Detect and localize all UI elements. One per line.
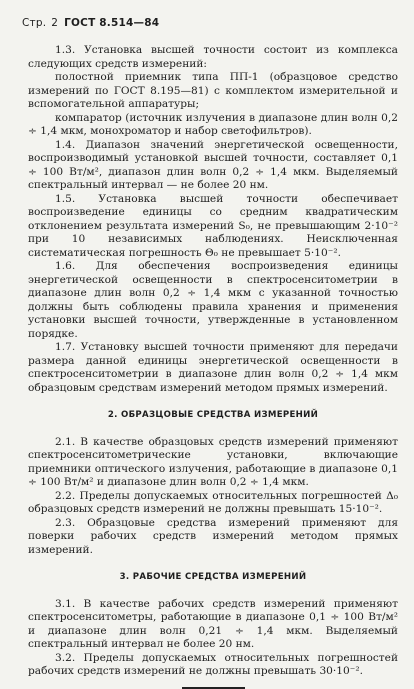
document-body [28, 44, 398, 689]
page-number: 2 [51, 17, 59, 29]
paragraph-3-2: 3.2. Пределы допускаемых относительных погрешностей рабочих средств измерений не должны превышать 30·10⁻². [28, 651, 398, 677]
paragraph-1-6: 1.6. Для обеспечения воспроизведения единицы энергетической освещенности в спектросенситометрии в диапазоне длин волн 0,2 ÷ 1,4 мкм с указанной точностью должны быть соблюдены правила хранения и применения установки высшей точности, утвержденные в установленном порядке. [28, 260, 398, 340]
paragraph-1-7: 1.7. Установку высшей точности применяют для передачи размера данной единицы энергетической освещенности в спектросенситометрии в диапазоне длин волн 0,2 ÷ 1,4 мкм образцовым средствам измерений методом прямых измерений. [28, 341, 398, 394]
paragraph-2-2: 2.2. Пределы допускаемых относительных погрешностей Δ₀ образцовых средств измерений не должны превышать 15·10⁻². [28, 489, 398, 515]
paragraph-1-3: 1.3. Установка высшей точности состоит из комплекса следующих средств измерений: [28, 44, 398, 70]
paragraph-comparator: компаратор (источник излучения в диапазоне длин волн 0,2 ÷ 1,4 мкм, монохроматор и набор светофильтров). [28, 111, 398, 137]
end-divider [182, 687, 245, 689]
section-3-heading: 3. РАБОЧИЕ СРЕДСТВА ИЗМЕРЕНИЙ [119, 572, 307, 582]
section-2-heading: 2. ОБРАЗЦОВЫЕ СРЕДСТВА ИЗМЕРЕНИЙ [107, 410, 319, 420]
page-header [22, 17, 159, 29]
page-prefix: Стр. [22, 17, 47, 29]
paragraph-1-5: 1.5. Установка высшей точности обеспечивает воспроизведение единицы со средним квадратическим отклонением результата измерений S₀, не превышающим 2·10⁻² при 10 независимых наблюдениях. Неисключенная систематическая погрешность Θ₀ не превышает 5·10⁻². [28, 192, 398, 259]
standard-code: ГОСТ 8.514—84 [64, 17, 160, 29]
paragraph-receiver: полостной приемник типа ПП-1 (образцовое средство измерений по ГОСТ 8.195—81) с комплектом измерительной и вспомогательной аппаратуры; [28, 71, 398, 110]
paragraph-2-3: 2.3. Образцовые средства измерений применяют для поверки рабочих средств измерений методом прямых измерений. [28, 516, 398, 556]
paragraph-2-1: 2.1. В качестве образцовых средств измерений применяют спектросенситометрические установки, включающие приемники оптического излучения, работающие в диапазоне 0,1 ÷ 100 Вт/м² и диапазоне длин волн 0,2 ÷ 1,4 мкм. [28, 435, 398, 488]
paragraph-3-1: 3.1. В качестве рабочих средств измерений применяют спектросенситометры, работающие в диапазоне 0,1 ÷ 100 Вт/м² и диапазоне длин волн 0,21 ÷ 1,4 мкм. Выделяемый спектральный интервал не более 20 нм. [28, 597, 398, 650]
paragraph-1-4: 1.4. Диапазон значений энергетической освещенности, воспроизводимый установкой высшей точности, составляет 0,1 ÷ 100 Вт/м², диапазон длин волн 0,2 ÷ 1,4 мкм. Выделяемый спектральный интервал — не более 20 нм. [28, 138, 398, 191]
